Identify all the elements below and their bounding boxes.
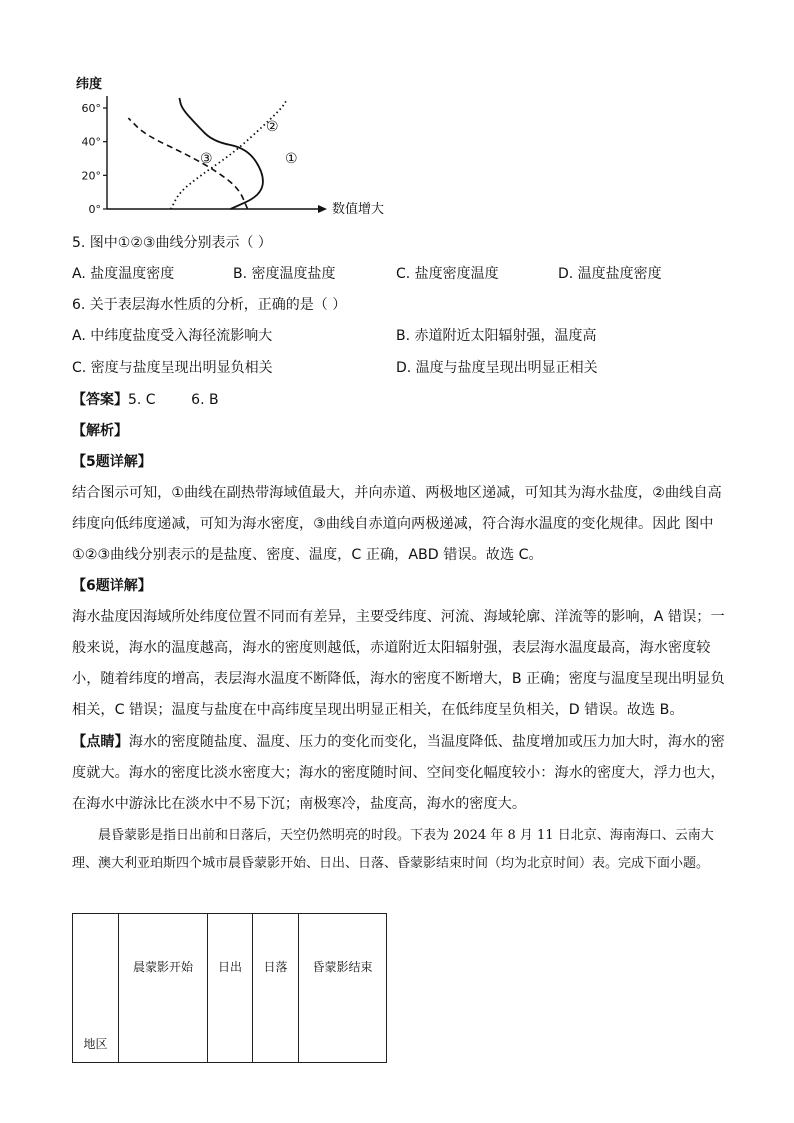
y-tick-label: 0° — [88, 203, 101, 216]
detail-6-label: 【6题详解】 — [72, 578, 152, 594]
y-axis-label: 纬度 — [76, 77, 103, 92]
y-tick-label: 40° — [81, 135, 101, 149]
analysis-label: 【解析】 — [72, 423, 128, 439]
y-tick-label: 60° — [81, 102, 101, 115]
q6-stem: 6. 关于表层海水性质的分析，正确的是（ ） — [72, 297, 347, 313]
curve-label-2: ② — [266, 119, 279, 135]
detail-5-label: 【5题详解】 — [72, 454, 152, 470]
table-header-cell: 地区 — [73, 914, 119, 1063]
q5-option-d: D. 温度盐度密度 — [558, 266, 662, 282]
detail-6-text: 海水盐度因海域所处纬度位置不同而有差异，主要受纬度、河流、海域轮廓、洋流等的影响，A 错误；一般来说，海水的温度越高，海水的密度则越低，赤道附近太阳辐射强，表层海水温度最高，海水密度较小，随着纬度的增高，表层海水温度不断降低，海水的密度不断增大，B 正确；密度与温度呈现出明显负相关，C 错误；温度与盐度在中高纬度呈现出明显正相关，在低纬度呈负相关，D 错误。故选 B。 — [72, 609, 725, 718]
answer-row — [72, 390, 219, 410]
dianjing-label: 【点睛】 — [72, 734, 129, 750]
series-3-temperature-curve — [128, 118, 247, 209]
q6-option-c: C. 密度与盐度呈现出明显负相关 — [72, 360, 273, 376]
q6-option-b: B. 赤道附近太阳辐射强，温度高 — [396, 328, 597, 344]
q6-option-d: D. 温度与盐度呈现出明显正相关 — [396, 360, 598, 376]
answer-text: 5. C 6. B — [128, 392, 219, 408]
table-header-cell: 日落 — [253, 914, 299, 1063]
q6-option-a: A. 中纬度盐度受入海径流影响大 — [72, 328, 273, 344]
twilight-times-table — [72, 913, 387, 1063]
table-header-cell: 昏蒙影结束 — [299, 914, 387, 1063]
q5-option-a: A. 盐度温度密度 — [72, 266, 175, 282]
table-header-row — [73, 914, 387, 1063]
x-axis-label: 数值增大 — [332, 202, 385, 217]
table-header-cell: 日出 — [208, 914, 253, 1063]
series-1-salinity-curve — [179, 98, 263, 209]
table-header-cell: 晨蒙影开始 — [119, 914, 208, 1063]
curve-label-3: ③ — [200, 151, 213, 167]
next-question-intro: 晨昏蒙影是指日出前和日落后，天空仍然明亮的时段。下表为 2024 年 8 月 11 日北京、海南海口、云南大理、澳大利亚珀斯四个城市晨昏蒙影开始、日出、日落、昏蒙影结束时间（均为北京时间）表。完成下面小题。 — [72, 828, 714, 871]
q5-option-c: C. 盐度密度温度 — [396, 266, 499, 282]
dianjing-block — [72, 727, 727, 820]
q5-option-b: B. 密度温度盐度 — [233, 266, 336, 282]
q5-stem: 5. 图中①②③曲线分别表示（ ） — [72, 235, 272, 251]
answer-label: 【答案】 — [72, 392, 128, 408]
curve-label-1: ① — [285, 151, 298, 167]
latitude-curve-chart — [70, 72, 385, 222]
detail-5-text: 结合图示可知，①曲线在副热带海域值最大，并向赤道、两极地区递减，可知其为海水盐度，②曲线自高纬度向低纬度递减，可知为海水密度，③曲线自赤道向两极递减，符合海水温度的变化规律。因此 图中①②③曲线分别表示的是盐度、密度、温度，C 正确，ABD 错误。故选 C。 — [72, 485, 722, 563]
y-tick-label: 20° — [81, 169, 101, 183]
dianjing-text: 海水的密度随盐度、温度、压力的变化而变化，当温度降低、盐度增加或压力加大时，海水的密度就大。海水的密度比淡水密度大；海水的密度随时间、空间变化幅度较小：海水的密度大，浮力也大，在海水中游泳比在淡水中不易下沉；南极寒冷，盐度高，海水的密度大。 — [72, 734, 725, 812]
